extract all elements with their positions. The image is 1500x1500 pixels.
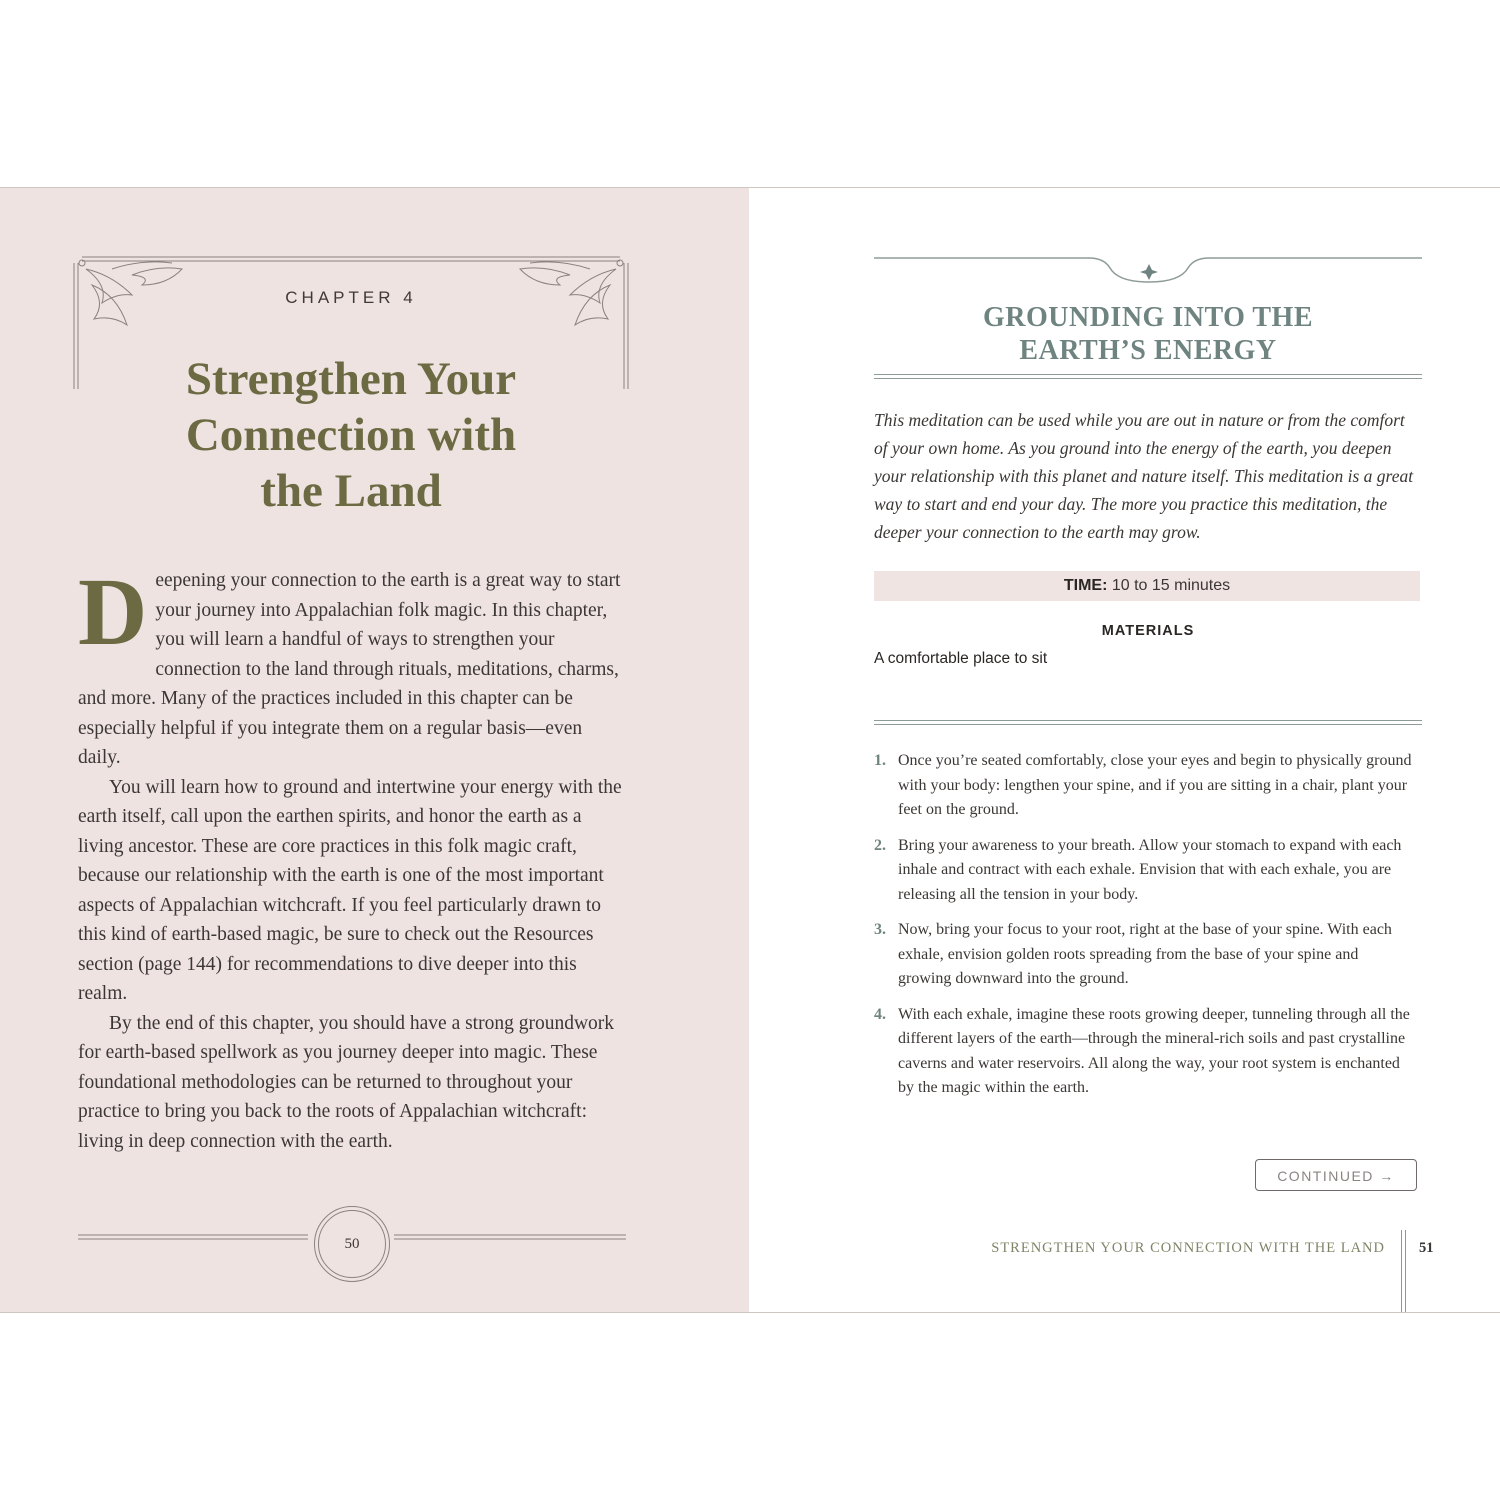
materials-item: A comfortable place to sit [874,650,1048,667]
step-text: With each exhale, imagine these roots growing deeper, tunneling through all the different layers of the earth—through the mineral-rich soils and past crystalline caverns and water reservoirs. All along the way, your root system is enchanted by the magic within the earth. [898,1005,1410,1096]
steps-list [874,749,1414,1112]
step-text: Once you’re seated comfortably, close your eyes and begin to physically ground with your body: lengthen your spine, and if you are sitting in a chair, plant your feet on the ground. [898,752,1412,818]
page-number: 50 [318,1210,386,1278]
running-head: STRENGTHEN YOUR CONNECTION WITH THE LAND [991,1240,1385,1256]
recipe-intro: This meditation can be used while you are out in nature or from the comfort of your own home. As you ground into the energy of the earth, you deepen your relationship with this planet and nature itself. This meditation is a great way to start and end your day. The more you practice this meditation, the deeper your connection to the earth may grow. [874,410,1414,542]
chapter-label: CHAPTER 4 [285,288,417,307]
chapter-title [100,351,602,519]
right-page [749,188,1500,1312]
recipe-title [874,301,1422,367]
continued-label: CONTINUED → [1255,1159,1417,1191]
drop-cap: D [78,558,148,665]
step-number: 2. [874,836,886,854]
paragraph-text: eepening your connection to the earth is a great way to start your journey into Appalachian folk magic. In this chapter, you will learn a handful of ways to strengthen your connection to the land through rituals, meditations, charms, and more. Many of the practices included in this chapter can be especially helpful if you integrate them on a regular basis—even daily. [78,570,621,768]
list-item [874,918,1414,992]
recipe-title-line: GROUNDING INTO THE [982,302,1314,333]
chapter-title-line: Connection with [185,409,517,461]
star-divider-icon [874,254,1425,294]
left-page [0,188,749,1312]
paragraph: By the end of this chapter, you should have a strong groundwork for earth-based spellwork as you journey deeper into magic. These foundational methodologies can be returned to throughout your practice to bring you back to the roots of Appalachian witchcraft: living in deep connection with the earth. [78,1012,615,1152]
book-spread [0,187,1500,1313]
chapter-intro-text [78,558,626,1156]
materials-heading: MATERIALS [1101,623,1195,639]
step-number: 3. [874,921,886,938]
list-item [874,1003,1414,1101]
list-item [874,749,1414,823]
time-value: 10 to 15 minutes [1111,577,1231,594]
materials-rule [874,720,1422,725]
page-number: 51 [1419,1240,1434,1256]
paragraph: You will learn how to ground and intertwine your energy with the earth itself, call upon the earthen spirits, and honor the earth as a living ancestor. These are core practices in this folk magic craft, because our relationship with the earth is one of the most important aspects of Appalachian witchcraft. If you feel particularly drawn to this kind of earth-based magic, be sure to check out the Resources section (page 144) for recommendations to dive deeper into this realm. [78,776,622,1004]
time-label: TIME: [1063,577,1108,594]
list-item [874,834,1414,908]
step-number: 1. [874,752,886,769]
recipe-title-line: EARTH’S ENERGY [1019,335,1277,366]
step-number: 4. [874,1005,886,1023]
folio [78,1210,626,1284]
time-banner [874,571,1420,601]
chapter-title-line: Strengthen Your [185,353,517,405]
paragraph [78,558,626,773]
step-text: Now, bring your focus to your root, right at the base of your spine. With each exhale, envision golden roots spreading from the base of your spine and growing downward into the ground. [898,921,1392,987]
step-text: Bring your awareness to your breath. Allow your stomach to expand with each inhale and contract with each exhale. Envision that with each exhale, you are releasing all the tension in your body. [898,836,1402,903]
folio-divider [1401,1230,1406,1312]
title-rule [874,374,1422,379]
chapter-title-line: the Land [260,465,442,517]
